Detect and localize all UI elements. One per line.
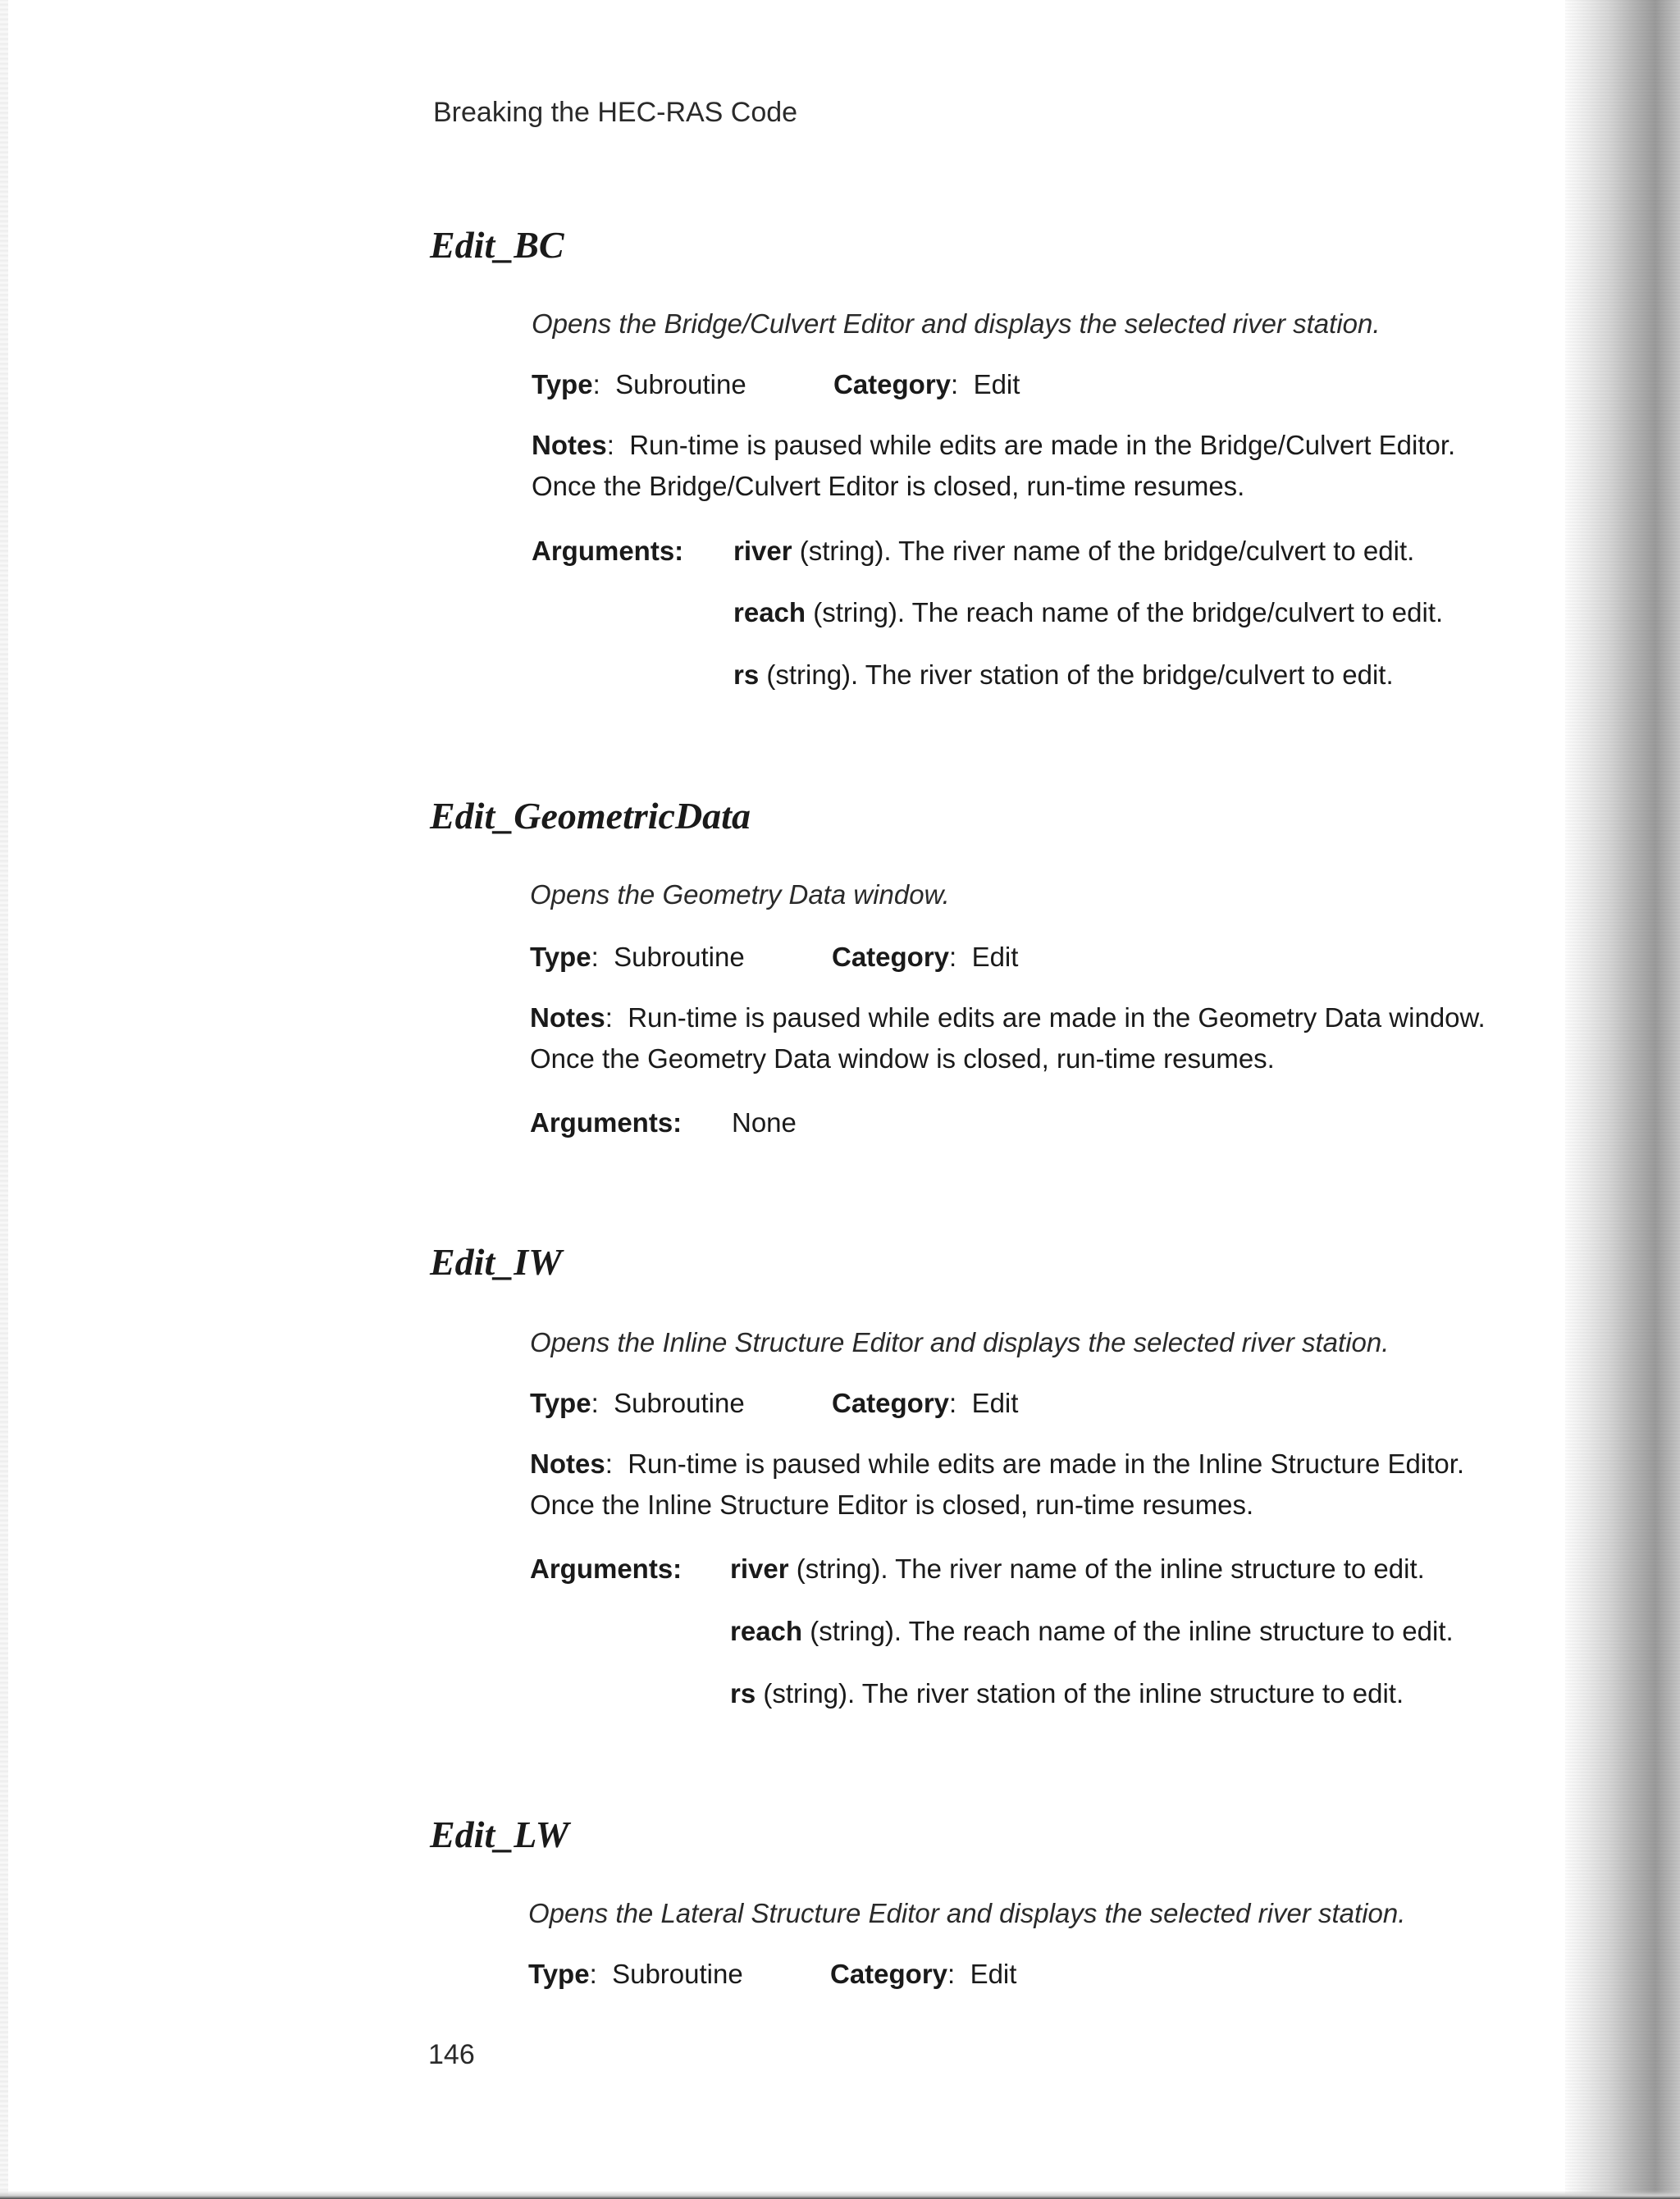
colon: : xyxy=(605,1449,613,1479)
entry-description: Opens the Lateral Structure Editor and displays the selected river station. xyxy=(528,1898,1406,1928)
type-label: Type xyxy=(530,1388,591,1418)
category-row xyxy=(832,943,1018,970)
argument-item xyxy=(733,537,1414,564)
type-value: Subroutine xyxy=(614,942,745,972)
notes-label: Notes xyxy=(530,1002,605,1033)
argument-text: (string). The reach name of the inline structure to edit. xyxy=(802,1616,1454,1646)
argument-item xyxy=(730,1617,1454,1645)
arguments-label: Arguments: xyxy=(530,1553,682,1584)
argument-text: (string). The river name of the bridge/culvert to edit. xyxy=(792,536,1415,566)
colon: : xyxy=(605,1002,613,1033)
category-row xyxy=(833,371,1020,398)
argument-text: (string). The reach name of the bridge/culvert to edit. xyxy=(806,597,1444,627)
entry-title: Edit_GeometricData xyxy=(430,795,751,837)
notes-line: Once the Inline Structure Editor is closed, run-time resumes. xyxy=(530,1490,1254,1520)
argument-name: river xyxy=(730,1553,789,1584)
colon: : xyxy=(591,942,599,972)
arguments-label: Arguments: xyxy=(532,536,684,566)
argument-text: (string). The river station of the inline structure to edit. xyxy=(756,1678,1404,1709)
notes-block xyxy=(530,1444,1464,1526)
argument-name: river xyxy=(733,536,792,566)
entry-title: Edit_BC xyxy=(430,224,564,266)
notes-line xyxy=(530,1444,1464,1485)
notes-block xyxy=(530,997,1486,1079)
colon: : xyxy=(606,430,614,460)
notes-line: Once the Bridge/Culvert Editor is closed, run-time resumes. xyxy=(532,471,1245,501)
type-row xyxy=(528,1960,743,1987)
colon: : xyxy=(589,1959,597,1989)
category-value: Edit xyxy=(973,369,1020,399)
arguments-none: None xyxy=(732,1107,797,1138)
argument-name: rs xyxy=(730,1678,756,1709)
type-value: Subroutine xyxy=(612,1959,743,1989)
colon: : xyxy=(951,369,959,399)
category-label: Category xyxy=(832,1388,950,1418)
category-value: Edit xyxy=(971,942,1019,972)
type-value: Subroutine xyxy=(614,1388,745,1418)
notes-block xyxy=(532,425,1455,507)
argument-item xyxy=(730,1680,1404,1707)
category-value: Edit xyxy=(971,1388,1019,1418)
category-label: Category xyxy=(832,942,950,972)
argument-item xyxy=(733,661,1394,688)
argument-text: (string). The river name of the inline structure to edit. xyxy=(788,1553,1425,1584)
arguments-label: Arguments: xyxy=(530,1107,682,1138)
category-row xyxy=(832,1389,1018,1417)
colon: : xyxy=(949,942,957,972)
entry-title: Edit_IW xyxy=(430,1241,563,1283)
category-label: Category xyxy=(830,1959,948,1989)
colon: : xyxy=(591,1388,599,1418)
type-value: Subroutine xyxy=(615,369,746,399)
entry-description: Opens the Geometry Data window. xyxy=(530,879,950,910)
type-row xyxy=(530,943,745,970)
notes-line xyxy=(532,425,1455,466)
argument-name: rs xyxy=(733,659,760,690)
colon: : xyxy=(947,1959,956,1989)
notes-line: Once the Geometry Data window is closed, run-time resumes. xyxy=(530,1043,1275,1074)
category-value: Edit xyxy=(970,1959,1017,1989)
category-row xyxy=(830,1960,1016,1987)
notes-text: Run-time is paused while edits are made in the Inline Structure Editor. xyxy=(628,1449,1465,1479)
entry-title: Edit_LW xyxy=(430,1813,569,1855)
argument-text: (string). The river station of the bridge/culvert to edit. xyxy=(759,659,1394,690)
argument-item xyxy=(733,599,1443,626)
type-label: Type xyxy=(530,942,591,972)
notes-text: Run-time is paused while edits are made in the Geometry Data window. xyxy=(628,1002,1486,1033)
entry-description: Opens the Bridge/Culvert Editor and displays the selected river station. xyxy=(532,308,1381,339)
entry-description: Opens the Inline Structure Editor and displays the selected river station. xyxy=(530,1327,1390,1357)
type-row xyxy=(532,371,746,398)
type-label: Type xyxy=(528,1959,590,1989)
argument-name: reach xyxy=(733,597,806,627)
type-label: Type xyxy=(532,369,593,399)
colon: : xyxy=(949,1388,957,1418)
argument-item xyxy=(730,1555,1425,1582)
running-header: Breaking the HEC-RAS Code xyxy=(433,97,798,128)
argument-name: reach xyxy=(730,1616,803,1646)
notes-label: Notes xyxy=(532,430,607,460)
category-label: Category xyxy=(833,369,952,399)
colon: : xyxy=(592,369,600,399)
notes-label: Notes xyxy=(530,1449,605,1479)
type-row xyxy=(530,1389,745,1417)
page-number: 146 xyxy=(428,2039,475,2070)
notes-text: Run-time is paused while edits are made in the Bridge/Culvert Editor. xyxy=(629,430,1456,460)
notes-line xyxy=(530,997,1486,1038)
